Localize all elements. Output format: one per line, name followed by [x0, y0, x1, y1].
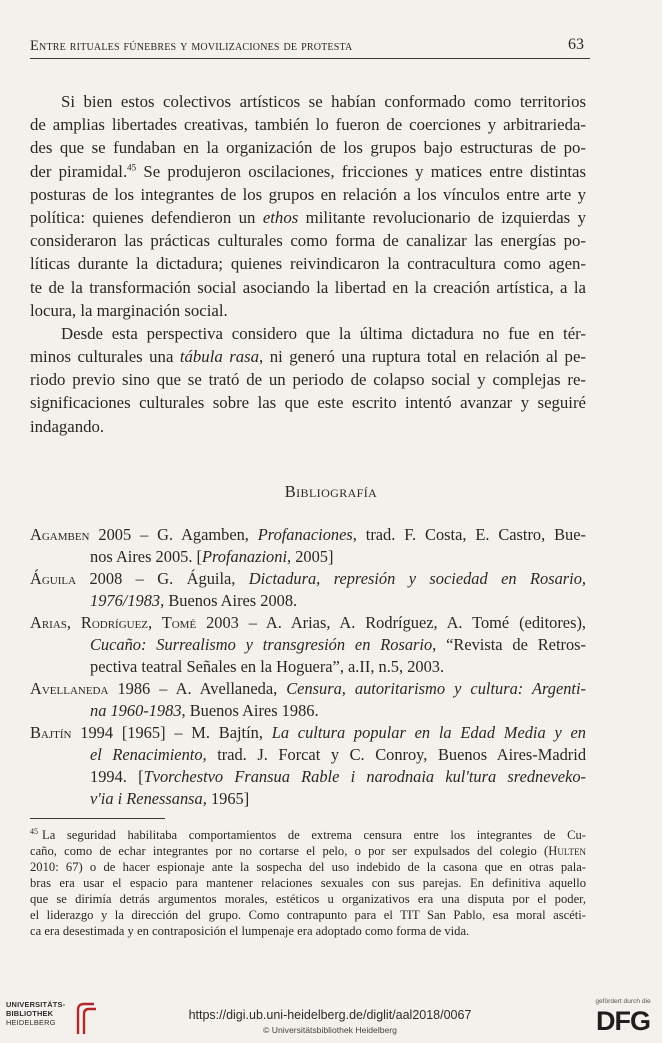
bib-line [30, 524, 586, 546]
bib-entry [30, 612, 586, 678]
text-run: La seguridad habilitaba comportamientos de extrema censura entre los integrantes de Cu- [42, 828, 586, 842]
digital-copy-url[interactable]: https://digi.ub.uni-heidelberg.de/diglit/aal2018/0067 [188, 1008, 472, 1022]
text-run: nos Aires 2005. [ [90, 547, 202, 566]
bib-line [30, 678, 586, 700]
text-run: trad. J. Forcat y C. Conroy, Buenos Aires-Madrid [206, 745, 587, 764]
bib-line [30, 700, 586, 722]
bib-title: Cucaño: Surrealismo y transgresión en Rosario [90, 635, 433, 654]
library-name [6, 1000, 65, 1027]
text-run: política: quienes defendieron un [30, 207, 263, 227]
text-line: locura, la marginación social. [30, 300, 228, 320]
bib-line [30, 612, 586, 634]
library-name-line: BIBLIOTHEK [6, 1009, 54, 1018]
bib-title: La cultura popular en la Edad Media y en [271, 723, 586, 742]
text-line: indagando. [30, 416, 105, 436]
bib-title: v'ia i Renessansa, [90, 789, 207, 808]
footnote-line: bras era usar el espacio para mantener relaciones sexuales con sus parejas. En definitiva aquello [30, 876, 586, 890]
running-head [30, 32, 590, 59]
text-line: Si bien estos colectivos artísticos se habían conformado como territorios [61, 92, 586, 111]
dfg-logo-icon: DFG [596, 1006, 650, 1036]
text-run: 1986 – A. Avellaneda, [108, 679, 287, 698]
paragraph-2 [30, 322, 586, 438]
text-line [30, 206, 586, 229]
bib-line [30, 766, 586, 788]
footnote-rule [30, 818, 165, 819]
text-line: líticas durante la dictadura; quienes reivindicaron la contracultura como agen- [30, 254, 586, 274]
library-logo[interactable] [6, 1000, 101, 1040]
text-line: Desde esta perspectiva considero que la última dictadura no fue en tér- [61, 323, 586, 343]
footnote-ref[interactable]: 45 [127, 161, 137, 172]
footnote-line: el liderazgo y la dirección del grupo. Como contrapunto para el TIT San Pablo, esa moral ascéti- [30, 908, 586, 922]
cited-author: Hulten [548, 844, 586, 858]
bib-line [30, 722, 586, 744]
page-number: 63 [568, 36, 584, 53]
footnote-number: 45 [30, 826, 38, 836]
text-line: significaciones culturales sobre las que este escrito intentó avanzar y seguiré [30, 393, 586, 413]
bib-entry [30, 678, 586, 722]
bib-line [30, 744, 586, 766]
bib-line [30, 788, 586, 810]
bib-title: Profanazioni, [202, 547, 292, 566]
text-line [30, 345, 586, 368]
bib-author: Arias, Rodríguez, Tomé [30, 613, 197, 632]
text-line: posturas de los integrantes de los grupos en relación a los vínculos entre arte y [30, 184, 586, 204]
footnote-line: ca era desestimada y en contraposición el lumpenaje era adoptado como forma de vida. [30, 924, 470, 938]
bib-title: Tvorchestvo Fransua Rable i narodnaia kul'tura sredneveko- [143, 767, 587, 786]
bib-title: na 1960-1983 [90, 701, 182, 720]
text-run: der piramidal. [30, 161, 128, 181]
text-run: militante revolucionario de izquierdas y [298, 207, 586, 227]
bib-title: Dictadura, represión y sociedad en Rosario, [248, 569, 587, 588]
text-line: des que se fundaban en la organización de los grupos bajo estructuras de po- [30, 138, 586, 158]
bib-author: Bajtín [30, 723, 72, 742]
footnote-line: que se dirimía detrás argumentos morales, estéticos u organizativos era una disputa por el poder, [30, 892, 586, 906]
text-run: , trad. F. Costa, E. Castro, Bue- [352, 525, 586, 544]
text-run: 1994. [ [90, 767, 144, 786]
bib-author: Agamben [30, 525, 90, 544]
text-run: , Buenos Aires 1986. [181, 701, 319, 720]
footer-center [140, 1008, 520, 1035]
bib-author: Avellaneda [30, 679, 109, 698]
bibliography [30, 524, 586, 810]
text-line: de amplias libertades creativas, también lo fueron de coerciones y arbitrarieda- [30, 115, 586, 135]
text-run: 1994 [1965] – M. Bajtín, [71, 723, 272, 742]
text-line: consideraron las prácticas culturales como forma de canalizar las energías po- [30, 231, 586, 251]
bib-title: Profanaciones [257, 525, 353, 544]
text-run: 1965] [206, 789, 250, 808]
running-title: Entre rituales fúnebres y movilizaciones de protesta [30, 38, 353, 54]
text-run: 2003 – A. Arias, A. Rodríguez, A. Tomé (editores), [196, 613, 586, 632]
bib-title: Censura, autoritarismo y cultura: Argenti- [286, 679, 586, 698]
text-run: 2005 – G. Agamben, [89, 525, 258, 544]
italic-term: tábula rasa [179, 347, 260, 367]
footnote-line: 2010: 67) o de hacer espionaje ante la sospecha del uso indebido de la casona que en otras pala- [30, 860, 586, 874]
bib-line [30, 546, 586, 568]
text-run: Se produjeron oscilaciones, fricciones y matices entre distintas [136, 161, 586, 181]
text-run: 2008 – G. Águila, [76, 569, 249, 588]
bib-title: el Renacimiento, [90, 745, 207, 764]
bib-line [30, 568, 586, 590]
bib-entry [30, 722, 586, 810]
bib-line [30, 590, 586, 612]
bib-line: pectiva teatral Señales en la Hoguera”, a.II, n.5, 2003. [90, 657, 445, 676]
footnote-line [30, 827, 586, 843]
paragraph-1 [30, 90, 586, 322]
text-run: Buenos Aires 2008. [164, 591, 298, 610]
bib-entry [30, 524, 586, 568]
copyright-notice: © Universitätsbibliothek Heidelberg [263, 1025, 397, 1035]
library-name-line: UNIVERSITÄTS- [6, 1000, 66, 1009]
bib-title: 1976/1983, [90, 591, 165, 610]
bib-entry [30, 568, 586, 612]
text-line: riodo previo sino que se trató de un periodo de colapso social y complejas re- [30, 370, 586, 390]
funder-caption: gefördert durch die [595, 998, 651, 1005]
footnote-line [30, 843, 586, 859]
text-line: te de la transformación social asociando la libertad en la creación artística, a la [30, 277, 586, 297]
funder-logo[interactable] [588, 998, 658, 1040]
body-text [30, 90, 586, 438]
text-line [30, 160, 586, 183]
text-run: 2005] [291, 547, 334, 566]
section-heading: Bibliografía [284, 482, 378, 501]
bib-line [30, 634, 586, 656]
text-run: , ni generó una ruptura total en relación al pe- [259, 347, 586, 367]
library-name-line: HEIDELBERG [6, 1018, 56, 1027]
text-run: minos culturales una [30, 347, 180, 367]
italic-term: ethos [262, 207, 299, 227]
bib-author: Águila [30, 569, 77, 588]
text-run: caño, como de echar integrantes por no cortarse el pelo, o por ser expulsados del colegio ( [30, 844, 549, 858]
library-emblem-icon [74, 1002, 98, 1036]
footnote [30, 827, 586, 939]
text-run: , “Revista de Retros- [432, 635, 586, 654]
